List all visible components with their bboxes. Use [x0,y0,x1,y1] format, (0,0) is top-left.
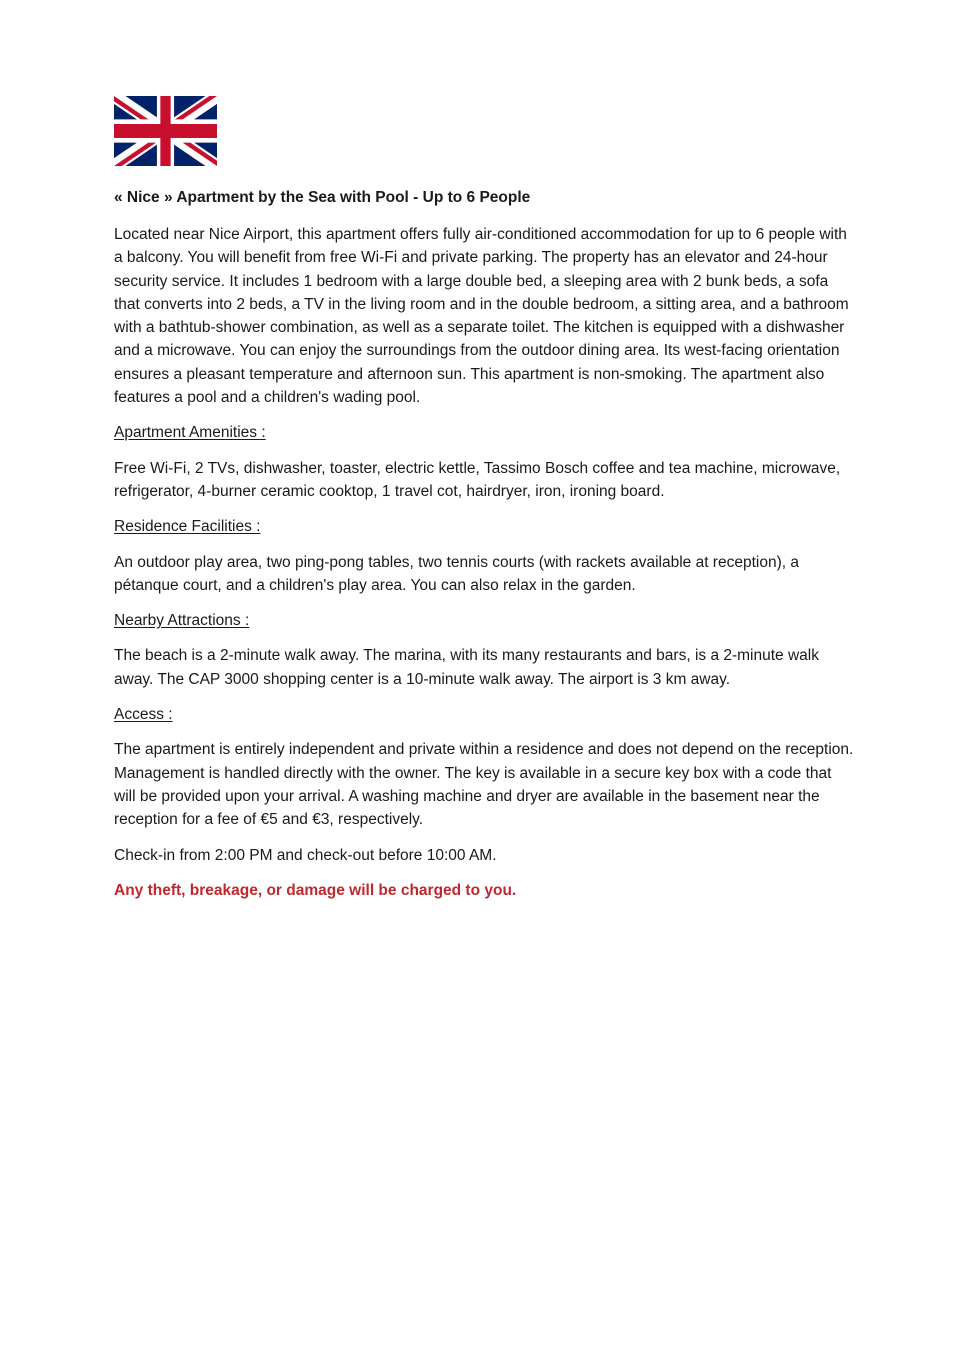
checkin-checkout-text: Check-in from 2:00 PM and check-out before 10:00 AM. [114,846,497,864]
document-title: « Nice » Apartment by the Sea with Pool - Up to 6 People [114,189,531,206]
section-body-attractions: The beach is a 2-minute walk away. The marina, with its many restaurants and bars, is a 2-minute walk away. The CAP 3000 shopping center is a 10-minute walk away. The airport is 3 km away. [114,647,819,688]
section-heading-attractions: Nearby Attractions : [114,612,250,630]
section-heading-amenities: Apartment Amenities : [114,424,266,442]
section-body-access: The apartment is entirely independent and private within a residence and does not depend on the reception. Management is handled directly with the owner. The key is available in a secure key box with a code that will be provided upon your arrival. A washing machine and dryer are available in the basement near the reception for a fee of €5 and €3, respectively. [114,741,854,829]
section-heading-facilities: Residence Facilities : [114,518,261,536]
section-body-amenities: Free Wi-Fi, 2 TVs, dishwasher, toaster, electric kettle, Tassimo Bosch coffee and tea machine, microwave, refrigerator, 4-burner ceramic cooktop, 1 travel cot, hairdryer, iron, ironing board. [114,459,841,500]
document-page [114,96,854,902]
section-heading-access: Access : [114,706,173,724]
intro-paragraph: Located near Nice Airport, this apartment offers fully air-conditioned accommodation for up to 6 people with a balcony. You will benefit from free Wi-Fi and private parking. The property has an elevator and 24-hour security service. It includes 1 bedroom with a large double bed, a sleeping area with 2 bunk beds, a sofa that converts into 2 beds, a TV in the living room and in the double bedroom, a sitting area, and a bathroom with a bathtub-shower combination, as well as a separate toilet. The kitchen is equipped with a dishwasher and a microwave. You can enjoy the surroundings from the outdoor dining area. Its west-facing orientation ensures a pleasant temperature and afternoon sun. This apartment is non-smoking. The apartment also features a pool and a children's wading pool. [114,226,849,407]
uk-flag-icon [114,96,217,166]
damage-warning: Any theft, breakage, or damage will be charged to you. [114,881,517,899]
section-body-facilities: An outdoor play area, two ping-pong tables, two tennis courts (with rackets available at reception), a pétanque court, and a children's play area. You can also relax in the garden. [114,553,799,594]
